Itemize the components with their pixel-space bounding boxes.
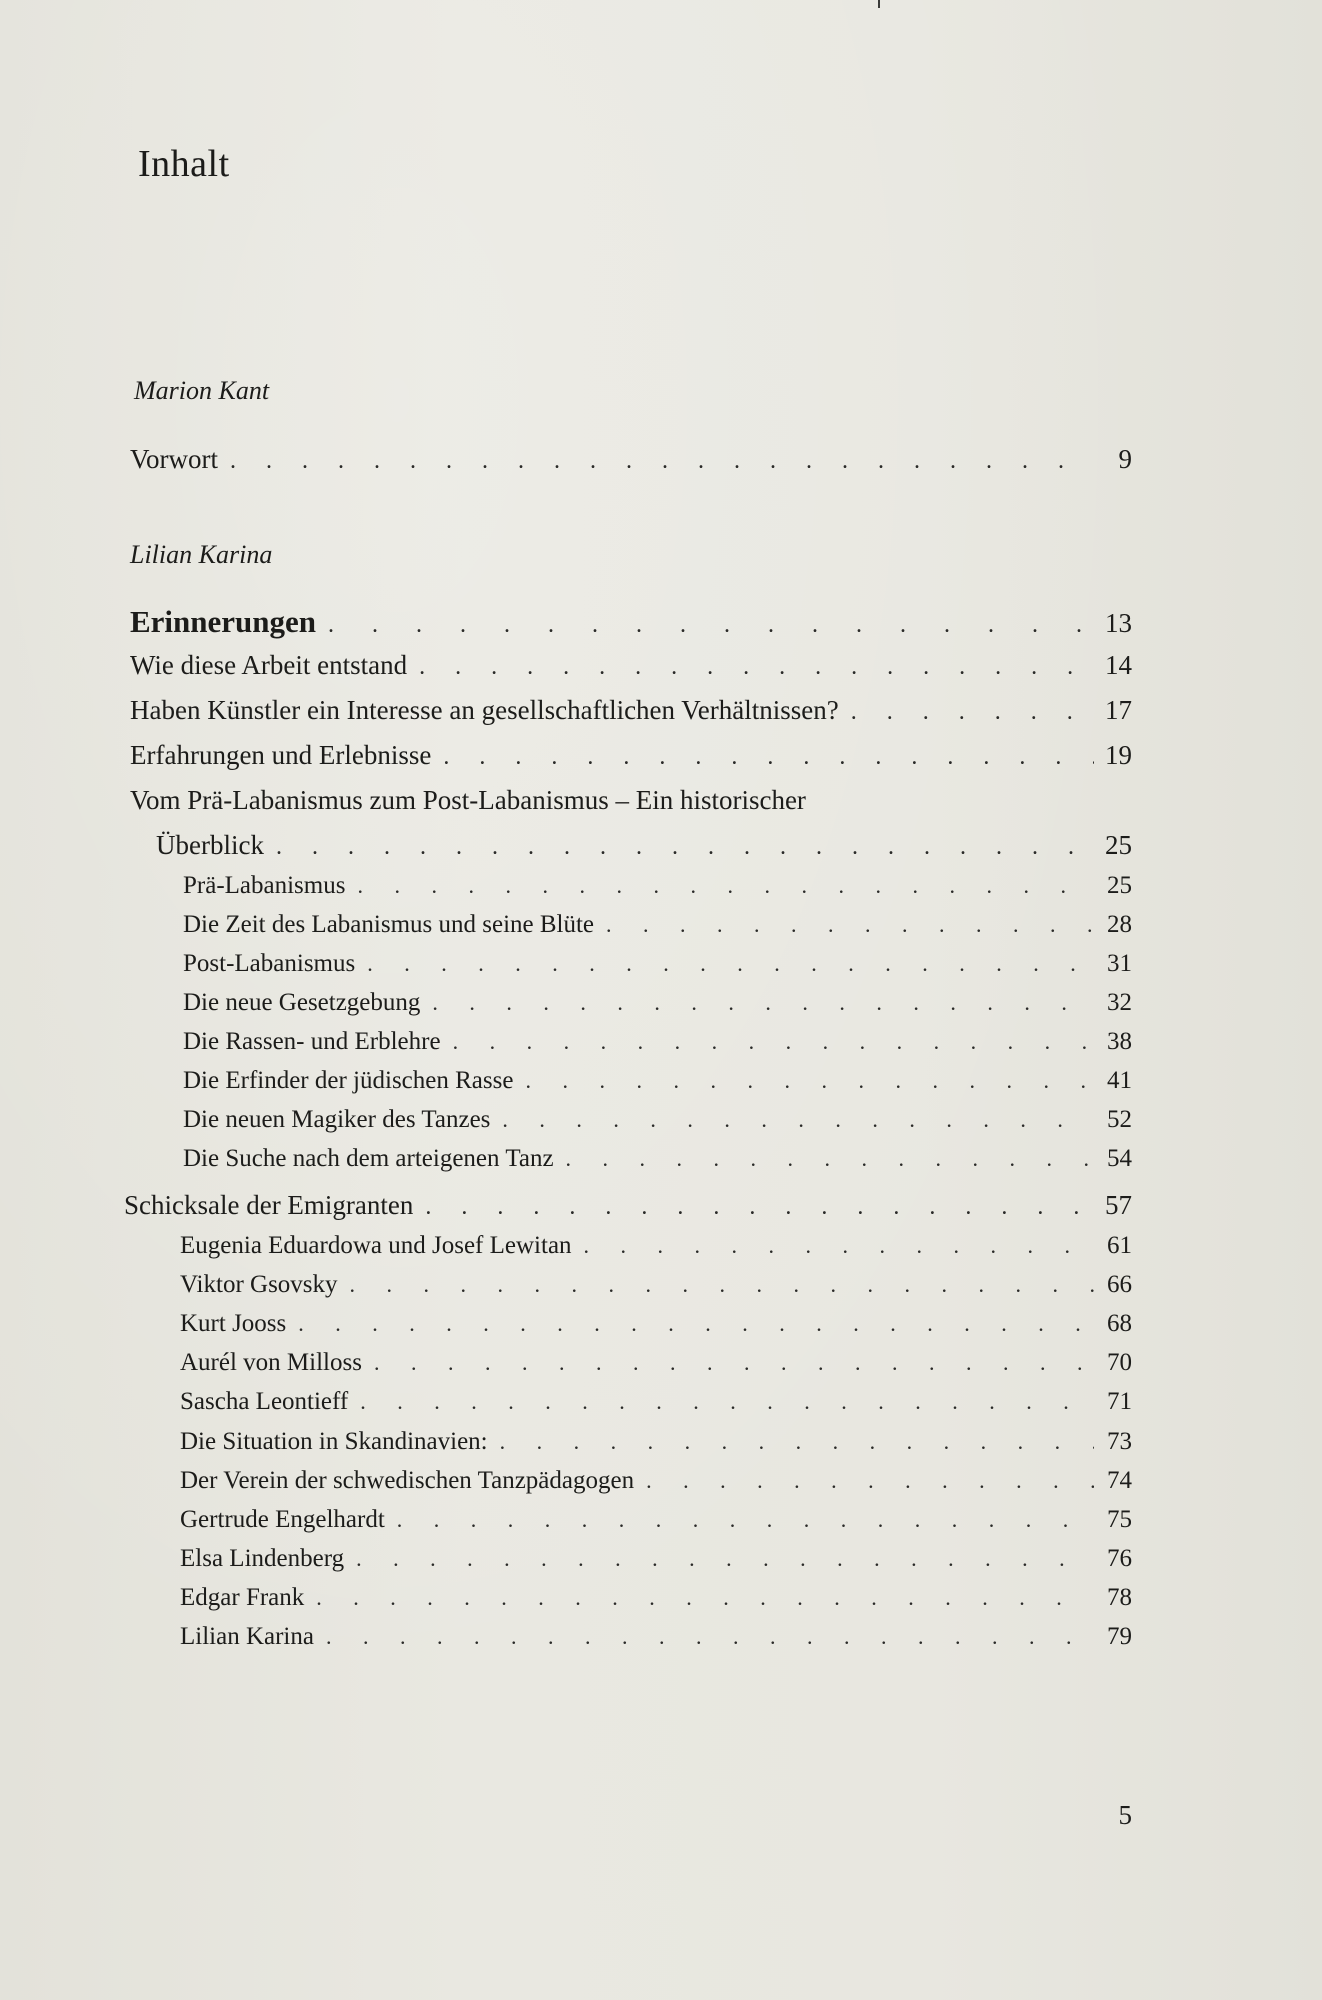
toc-entry-title: Schicksale der Emigranten bbox=[124, 1190, 414, 1220]
author-lilian-karina: Lilian Karina bbox=[130, 540, 273, 569]
toc-subentry[interactable] bbox=[180, 1623, 1132, 1651]
toc-entry[interactable] bbox=[130, 740, 1132, 771]
toc-subentry[interactable] bbox=[183, 989, 1132, 1017]
toc-subentry[interactable] bbox=[180, 1467, 1132, 1495]
leader-dots bbox=[276, 834, 1094, 861]
toc-entry-title: Die Zeit des Labanismus und seine Blüte bbox=[183, 911, 595, 938]
toc-page-number: 78 bbox=[1107, 1584, 1132, 1611]
leader-dots bbox=[646, 1468, 1094, 1494]
toc-entry-title: Wie diese Arbeit entstand bbox=[130, 650, 408, 680]
author-marion-kant: Marion Kant bbox=[134, 376, 270, 405]
toc-page-number: 75 bbox=[1107, 1506, 1132, 1533]
toc-entry-title: Die Rassen- und Erblehre bbox=[183, 1028, 441, 1055]
toc-subentry[interactable] bbox=[180, 1545, 1132, 1573]
toc-entry-title: Sascha Leontieff bbox=[180, 1388, 349, 1415]
leader-dots bbox=[397, 1507, 1094, 1533]
toc-subentry[interactable] bbox=[183, 1145, 1132, 1173]
toc-entry-title: Viktor Gsovsky bbox=[180, 1271, 338, 1298]
toc-page-number: 25 bbox=[1105, 830, 1132, 860]
toc-entry-title: Die Situation in Skandinavien: bbox=[180, 1428, 488, 1455]
toc-entry-title: Elsa Lindenberg bbox=[180, 1545, 345, 1572]
toc-entry-title-line1: Vom Prä-Labanismus zum Post-Labanismus – Ein historischer bbox=[130, 785, 806, 815]
toc-entry-title: Eugenia Eduardowa und Josef Lewitan bbox=[180, 1232, 572, 1259]
leader-dots bbox=[367, 951, 1094, 977]
leader-dots bbox=[453, 1029, 1094, 1055]
toc-subentry[interactable] bbox=[180, 1584, 1132, 1612]
toc-entry-title: Überblick bbox=[156, 830, 264, 860]
toc-subentry[interactable] bbox=[183, 1028, 1132, 1056]
leader-dots bbox=[566, 1146, 1094, 1172]
toc-entry-title: Vorwort bbox=[130, 444, 219, 474]
leader-dots bbox=[298, 1311, 1094, 1337]
toc-page-number: 70 bbox=[1107, 1349, 1132, 1376]
leader-dots bbox=[326, 1624, 1094, 1650]
toc-subentry[interactable] bbox=[180, 1506, 1132, 1534]
toc-subentry[interactable] bbox=[180, 1271, 1132, 1299]
toc-page-number: 31 bbox=[1107, 950, 1132, 977]
page-edge-mark bbox=[878, 0, 880, 8]
toc-subentry[interactable] bbox=[183, 1067, 1132, 1095]
toc-page-number: 17 bbox=[1105, 695, 1132, 725]
toc-entry-title: Der Verein der schwedischen Tanzpädagogen bbox=[180, 1467, 635, 1494]
leader-dots bbox=[851, 699, 1094, 726]
toc-entry-emigranten[interactable] bbox=[124, 1190, 1132, 1221]
toc-subentry[interactable] bbox=[180, 1310, 1132, 1338]
toc-page-number: 73 bbox=[1107, 1428, 1132, 1455]
toc-page-number: 32 bbox=[1107, 989, 1132, 1016]
leader-dots bbox=[356, 1546, 1094, 1572]
toc-page-number: 76 bbox=[1107, 1545, 1132, 1572]
toc-page-number: 19 bbox=[1105, 740, 1132, 770]
toc-subentry[interactable] bbox=[183, 950, 1132, 978]
toc-page-number: 41 bbox=[1107, 1067, 1132, 1094]
toc-entry-title: Aurél von Milloss bbox=[180, 1349, 362, 1376]
leader-dots bbox=[425, 1194, 1094, 1221]
toc-page-number: 68 bbox=[1107, 1310, 1132, 1337]
toc-entry-title: Prä-Labanismus bbox=[183, 872, 346, 899]
toc-page-number: 28 bbox=[1107, 911, 1132, 938]
leader-dots bbox=[316, 1585, 1094, 1611]
leader-dots bbox=[606, 912, 1094, 938]
toc-entry-title: Die neue Gesetzgebung bbox=[183, 989, 421, 1016]
toc-page-number: 61 bbox=[1107, 1232, 1132, 1259]
toc-entry-title: Edgar Frank bbox=[180, 1584, 305, 1611]
leader-dots bbox=[360, 1389, 1094, 1415]
toc-page-number: 52 bbox=[1107, 1106, 1132, 1133]
toc-page-number: 54 bbox=[1107, 1145, 1132, 1172]
toc-entry-title: Erinnerungen bbox=[130, 604, 317, 639]
toc-subentry[interactable] bbox=[180, 1232, 1132, 1260]
toc-page-number: 25 bbox=[1107, 872, 1132, 899]
leader-dots bbox=[525, 1068, 1094, 1094]
toc-page-number: 71 bbox=[1107, 1388, 1132, 1415]
page-title: Inhalt bbox=[138, 143, 230, 185]
toc-entry[interactable] bbox=[130, 650, 1132, 681]
page-number-folio: 5 bbox=[1118, 1800, 1132, 1830]
leader-dots bbox=[443, 744, 1094, 771]
toc-entry-title: Kurt Jooss bbox=[180, 1310, 287, 1337]
toc-entry-title: Die Erfinder der jüdischen Rasse bbox=[183, 1067, 514, 1094]
toc-entry-title: Post-Labanismus bbox=[183, 950, 356, 977]
toc-subentry[interactable] bbox=[180, 1428, 1132, 1456]
leader-dots bbox=[584, 1233, 1094, 1259]
leader-dots bbox=[230, 448, 1094, 475]
toc-entry-title: Die Suche nach dem arteigenen Tanz bbox=[183, 1145, 554, 1172]
toc-page-number: 13 bbox=[1105, 608, 1132, 638]
toc-entry-title: Die neuen Magiker des Tanzes bbox=[183, 1106, 491, 1133]
toc-subentry[interactable] bbox=[180, 1388, 1132, 1416]
leader-dots bbox=[357, 873, 1094, 899]
toc-page-number: 66 bbox=[1107, 1271, 1132, 1298]
toc-subentry[interactable] bbox=[183, 872, 1132, 900]
toc-subentry[interactable] bbox=[183, 911, 1132, 939]
toc-page-number: 57 bbox=[1105, 1190, 1132, 1220]
leader-dots bbox=[419, 654, 1094, 681]
toc-entry-erinnerungen[interactable] bbox=[130, 604, 1132, 640]
leader-dots bbox=[374, 1350, 1094, 1376]
toc-page-number: 79 bbox=[1107, 1623, 1132, 1650]
leader-dots bbox=[502, 1107, 1094, 1133]
toc-page-number: 74 bbox=[1107, 1467, 1132, 1494]
toc-entry[interactable] bbox=[156, 830, 1132, 861]
leader-dots bbox=[432, 990, 1094, 1016]
leader-dots bbox=[500, 1429, 1094, 1455]
toc-page-number: 9 bbox=[1118, 444, 1132, 474]
toc-page-number: 38 bbox=[1107, 1028, 1132, 1055]
toc-page-number: 14 bbox=[1105, 650, 1132, 680]
toc-subentry[interactable] bbox=[180, 1349, 1132, 1377]
toc-entry-title: Erfahrungen und Erlebnisse bbox=[130, 740, 432, 770]
leader-dots bbox=[328, 612, 1094, 639]
toc-entry-vorwort[interactable] bbox=[130, 444, 1132, 475]
toc-entry-title: Haben Künstler ein Interesse an gesellschaftlichen Verhältnissen? bbox=[130, 695, 839, 725]
leader-dots bbox=[350, 1272, 1094, 1298]
toc-entry-title: Lilian Karina bbox=[180, 1623, 314, 1650]
toc-subentry[interactable] bbox=[183, 1106, 1132, 1134]
toc-entry[interactable] bbox=[130, 695, 1132, 726]
toc-entry-title: Gertrude Engelhardt bbox=[180, 1506, 385, 1533]
